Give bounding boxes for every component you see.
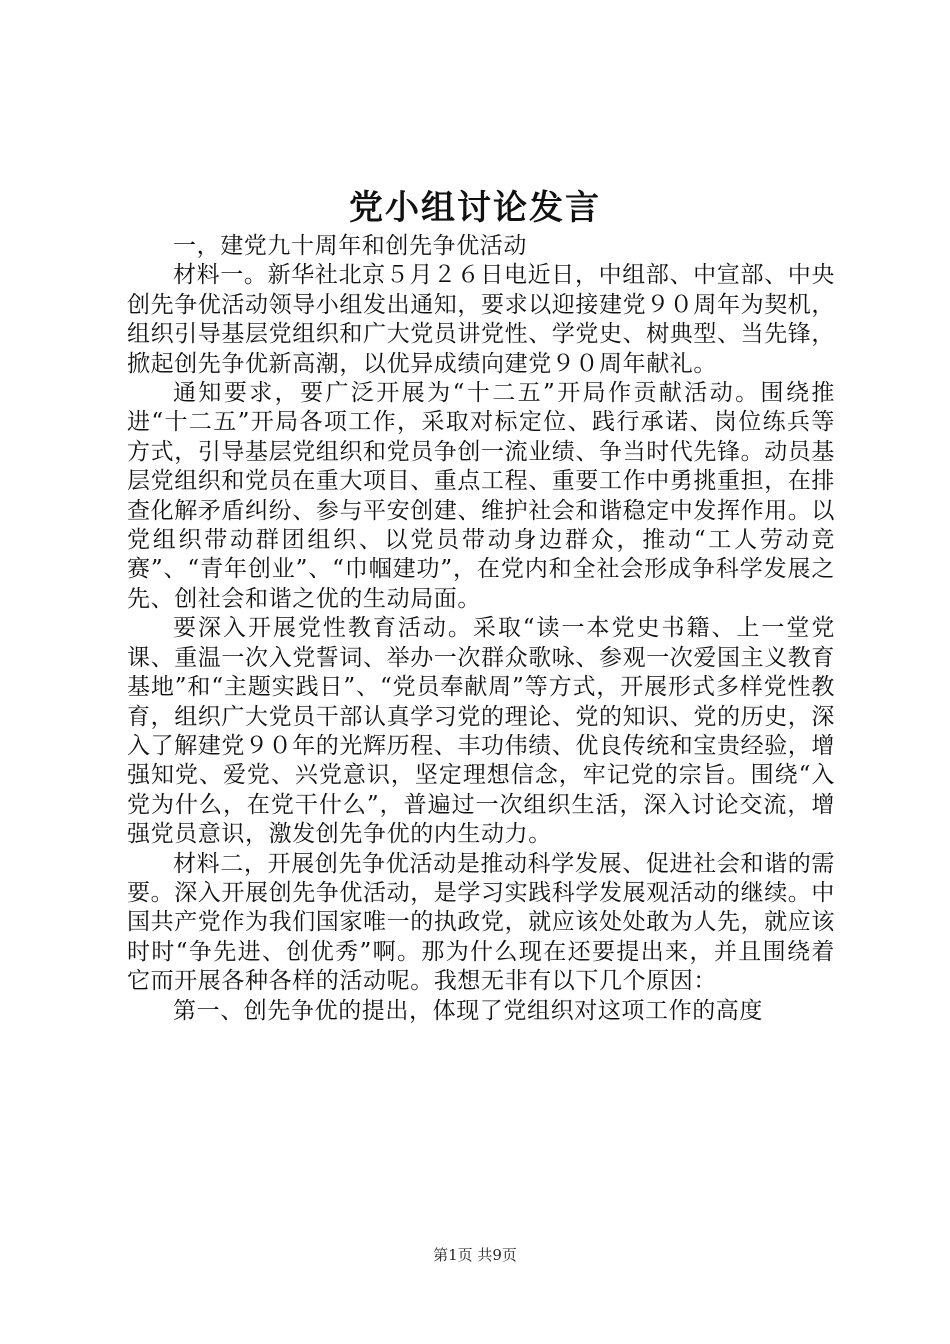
document-body (127, 232, 835, 1026)
section-heading: 一，建党九十周年和创先争优活动 (173, 233, 527, 259)
paragraph: 要深入开展党性教育活动。采取“读一本党史书籍、上一堂党课、重温一次入党誓词、举办一次群众歌咏、参观一次爱国主义教育基地”和“主题实践日”、“党员奉献周”等方式，开展形式多样党性教育，组织广大党员干部认真学习党的理论、党的知识、党的历史，深入了解建党９０年的光辉历程、丰功伟绩、优良传统和宝贵经验，增强知党、爱党、兴党意识，坚定理想信念，牢记党的宗旨。围绕“入党为什么，在党干什么”，普遍过一次组织生活，深入讨论交流，增强党员意识，激发创先争优的内生动力。 (127, 615, 835, 848)
document-title: 党小组讨论发言 (349, 188, 601, 228)
paragraph: 材料二，开展创先争优活动是推动科学发展、促进社会和谐的需要。深入开展创先争优活动，是学习实践科学发展观活动的继续。中国共产党作为我们国家唯一的执政党，就应该处处敢为人先，就应该时时“争先进、创优秀”啊。那为什么现在还要提出来，并且围绕着它而开展各种各样的活动呢。我想无非有以下几个原因： (127, 850, 835, 995)
paragraph: 通知要求，要广泛开展为“十二五”开局作贡献活动。围绕推进“十二五”开局各项工作，采取对标定位、践行承诺、岗位练兵等方式，引导基层党组织和党员争创一流业绩、争当时代先锋。动员基层党组织和党员在重大项目、重点工程、重要工作中勇挑重担，在排查化解矛盾纠纷、参与平安创建、维护社会和谐稳定中发挥作用。以党组织带动群团组织、以党员带动身边群众，推动“工人劳动竞赛”、“青年创业”、“巾帼建功”，在党内和全社会形成争科学发展之先、创社会和谐之优的生动局面。 (127, 380, 835, 612)
paragraph: 材料一。新华社北京５月２６日电近日，中组部、中宣部、中央创先争优活动领导小组发出通知，要求以迎接建党９０周年为契机，组织引导基层党组织和广大党员讲党性、学党史、树典型、当先锋，掀起创先争优新高潮，以优异成绩向建党９０周年献礼。 (127, 262, 835, 377)
page-footer: 第1页 共9页 (433, 1246, 517, 1264)
paragraph: 第一、创先争优的提出，体现了党组织对这项工作的高度 (173, 997, 763, 1024)
